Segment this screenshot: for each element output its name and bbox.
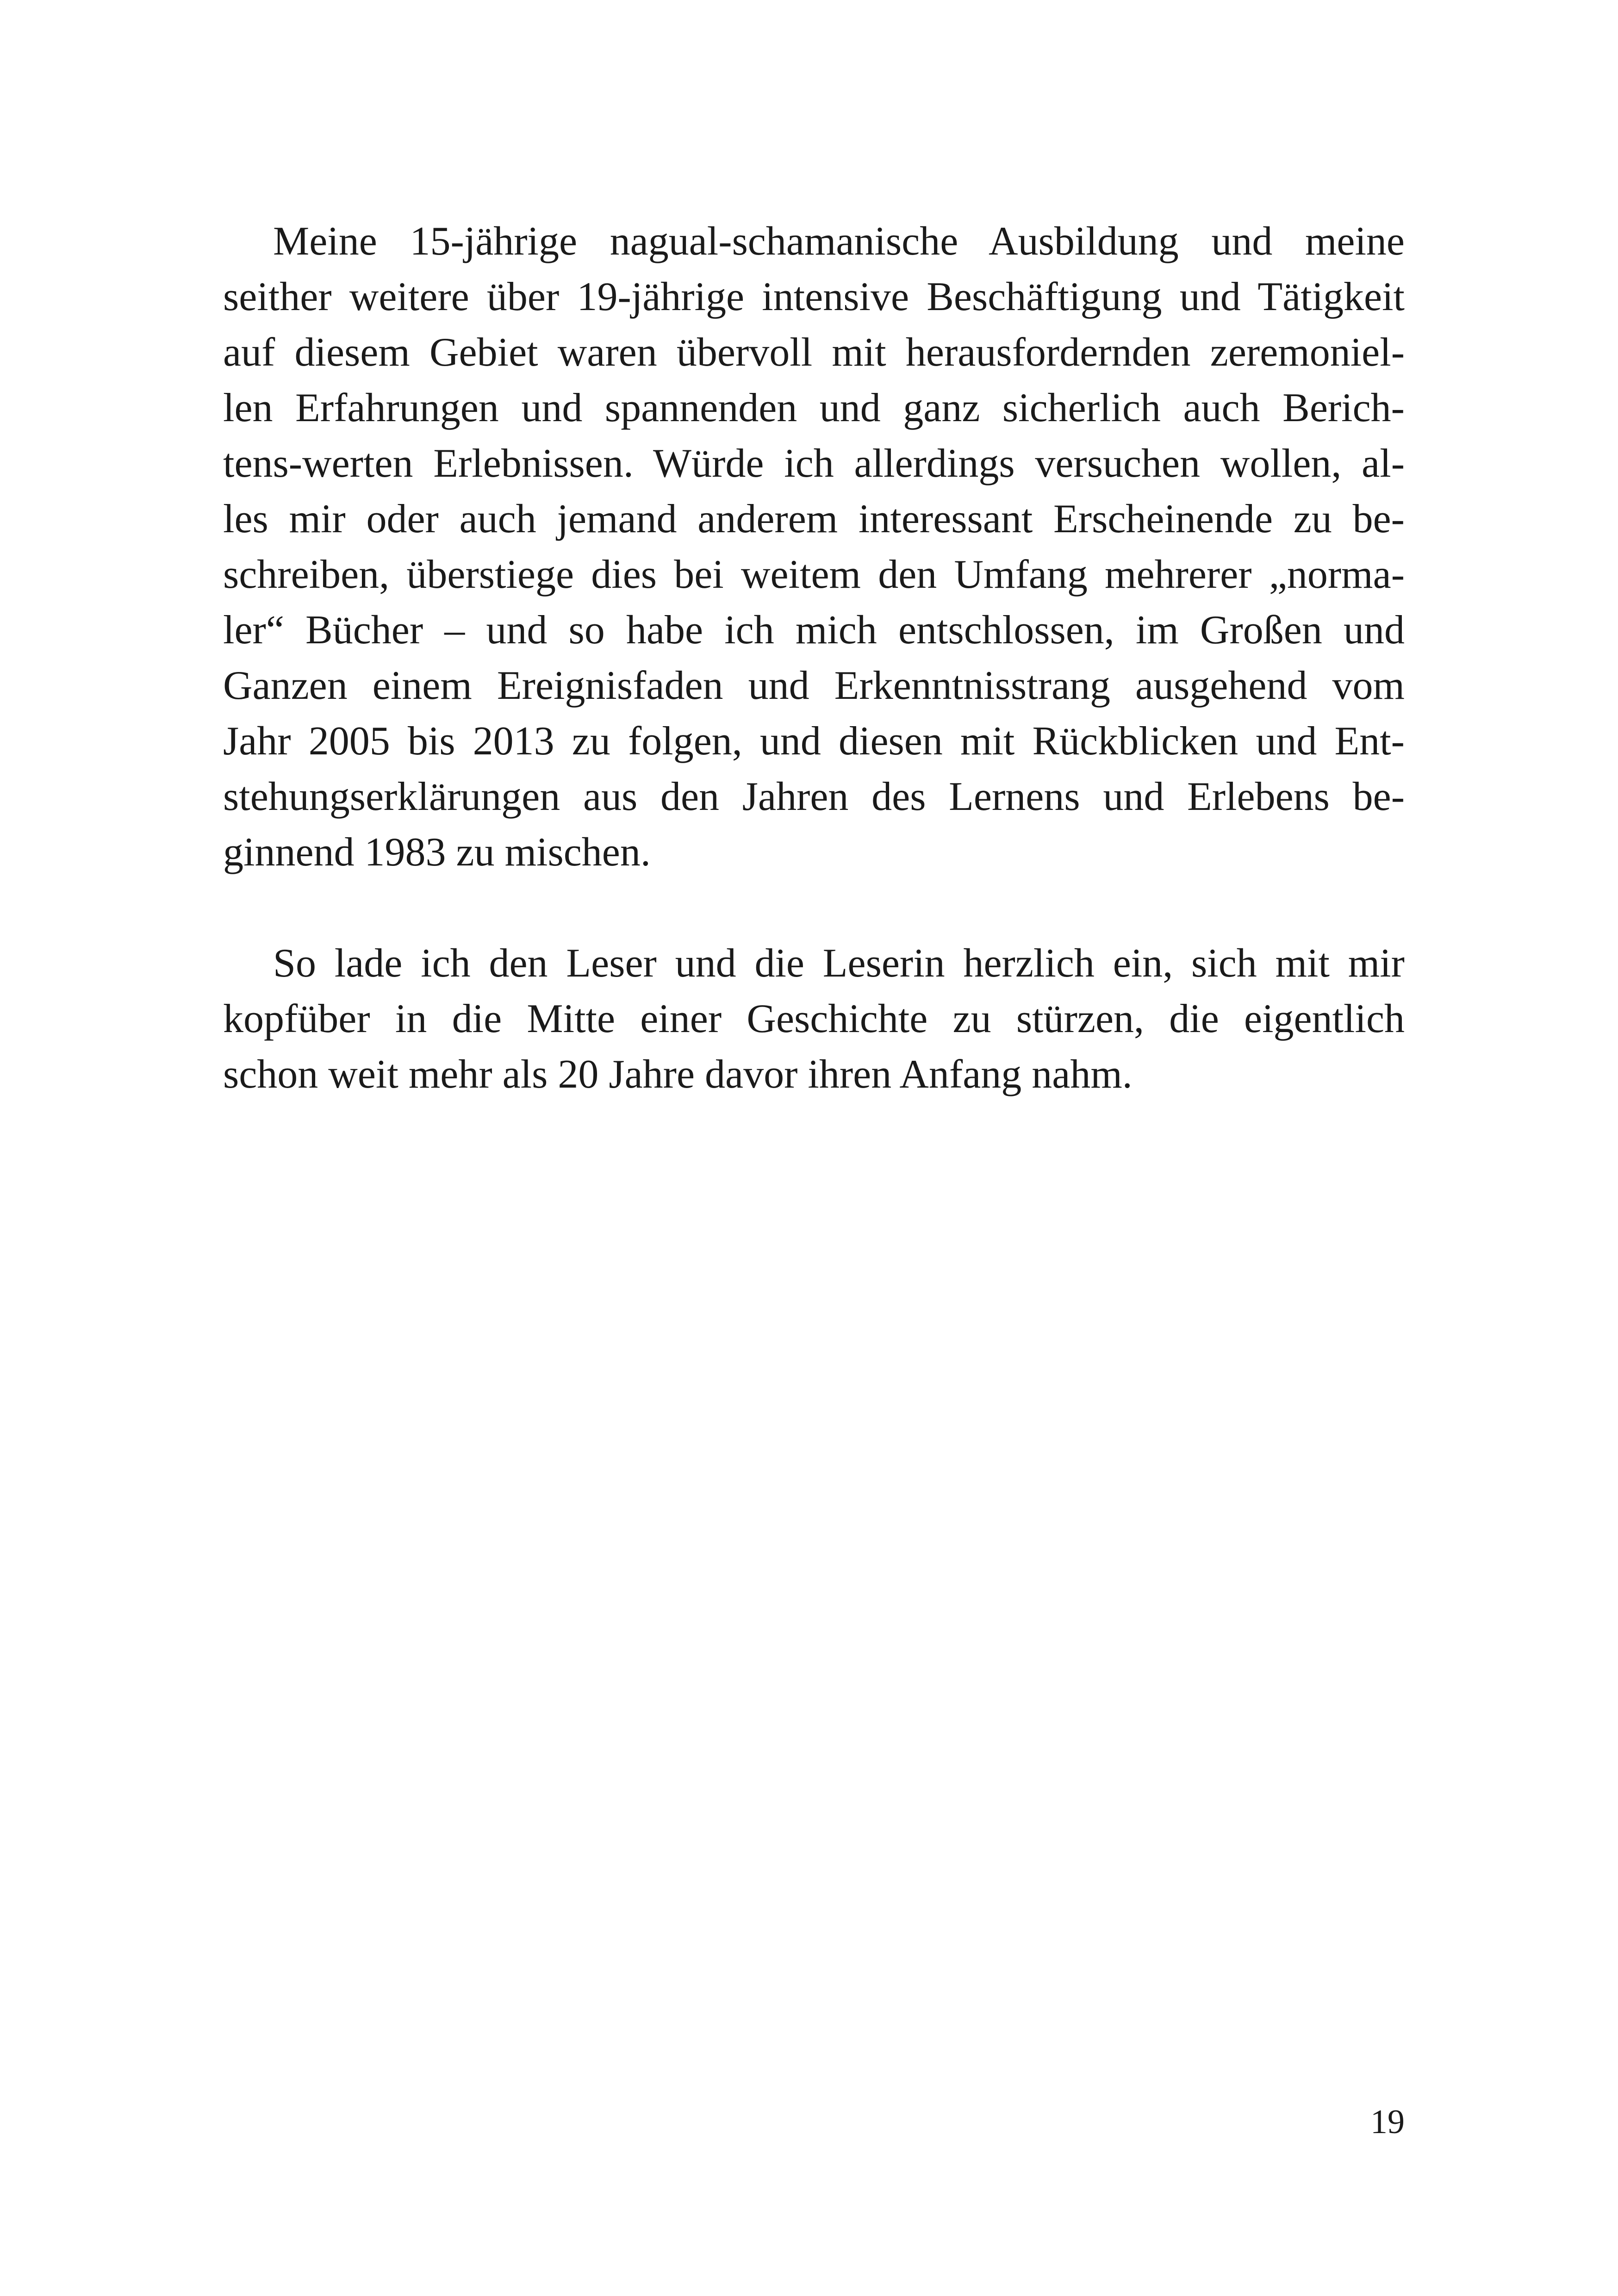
text-line: kopfüber in die Mitte einer Geschichte zu stürzen, die eigentlich (223, 996, 1405, 1041)
text-line: stehungserklärungen aus den Jahren des Lernens und Erlebens be- (223, 774, 1405, 819)
text-line: tens-werten Erlebnissen. Würde ich allerdings versuchen wollen, al- (223, 441, 1405, 486)
text-line: Meine 15-jährige nagual-schamanische Ausbildung und meine (273, 219, 1405, 264)
text-line: schon weit mehr als 20 Jahre davor ihren Anfang nahm. (223, 1052, 1133, 1097)
text-line: les mir oder auch jemand anderem interessant Erscheinende zu be- (223, 497, 1405, 541)
paragraph-1 (223, 214, 1405, 880)
text-line: schreiben, überstiege dies bei weitem den Umfang mehrerer „norma- (223, 552, 1405, 597)
text-line: ginnend 1983 zu mischen. (223, 830, 651, 875)
text-line: auf diesem Gebiet waren übervoll mit herausfordernden zeremoniel- (223, 330, 1405, 375)
text-line: Ganzen einem Ereignisfaden und Erkenntnisstrang ausgehend vom (223, 663, 1405, 708)
body-text (223, 214, 1405, 1102)
paragraph-2 (223, 936, 1405, 1102)
page-number: 19 (1370, 2103, 1405, 2141)
text-line: seither weitere über 19-jährige intensive Beschäftigung und Tätigkeit (223, 274, 1405, 319)
text-line: Jahr 2005 bis 2013 zu folgen, und diesen mit Rückblicken und Ent- (223, 719, 1405, 764)
text-line: So lade ich den Leser und die Leserin herzlich ein, sich mit mir (273, 941, 1405, 986)
text-line: len Erfahrungen und spannenden und ganz sicherlich auch Berich- (223, 386, 1405, 430)
text-line: ler“ Bücher – und so habe ich mich entschlossen, im Großen und (223, 608, 1405, 653)
